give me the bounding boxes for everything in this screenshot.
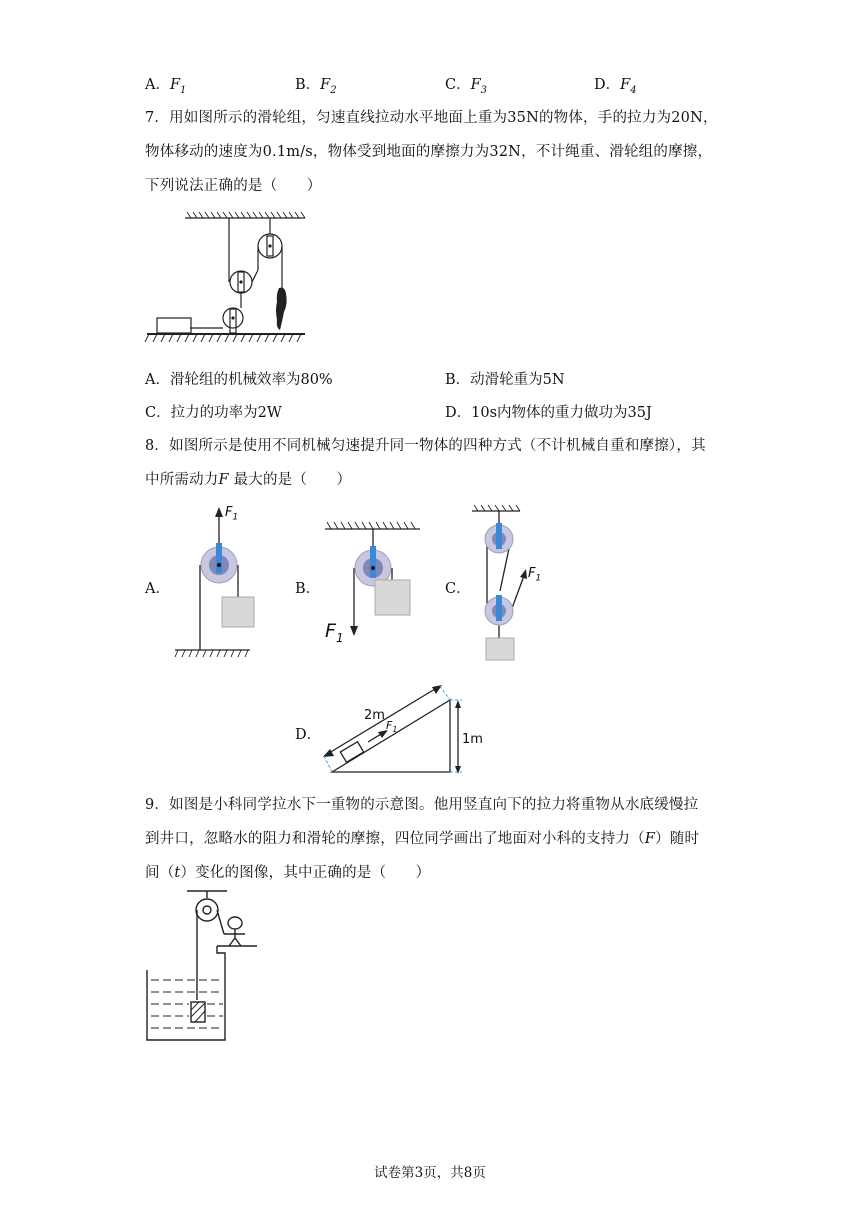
force-sub: 1	[335, 630, 344, 645]
option-sub: 2	[330, 84, 337, 96]
q6-option-c	[445, 73, 487, 96]
force-var: F	[225, 505, 233, 520]
page-footer: 试卷第3页，共8页	[374, 1165, 486, 1181]
q7-stem-line-1: 7．用如图所示的滑轮组，匀速直线拉动水平地面上重为35N的物体，手的拉力为20N，	[145, 110, 718, 126]
force-var: F	[325, 620, 336, 642]
force-var: F	[528, 566, 536, 581]
q7-option-b: B．动滑轮重为5N	[445, 372, 565, 388]
stem-text: 最大的是（ ）	[233, 472, 352, 488]
q9-well-figure	[145, 888, 260, 1043]
q6-option-a	[145, 73, 186, 96]
option-var: F	[320, 77, 331, 93]
force-sub: 1	[392, 725, 398, 735]
q7-option-c: C．拉力的功率为2W	[145, 405, 282, 421]
q8b-force-label	[325, 620, 344, 645]
q6-option-b	[295, 73, 337, 96]
q9-stem-line-2	[145, 827, 699, 848]
q7-option-a: A．滑轮组的机械效率为80%	[145, 372, 333, 388]
option-sub: 4	[630, 84, 637, 96]
q8-stem-line-1: 8．如图所示是使用不同机械匀速提升同一物体的四种方式（不计机械自重和摩擦），其	[145, 438, 706, 454]
option-sub: 3	[480, 84, 488, 96]
option-letter: C．	[445, 77, 471, 93]
option-var: F	[470, 77, 481, 93]
stem-var: t	[174, 865, 181, 881]
force-sub: 1	[232, 512, 239, 523]
stem-text: ）随时	[655, 831, 700, 847]
option-letter: B．	[295, 77, 321, 93]
stem-text: 到井口，忽略水的阻力和滑轮的摩擦，四位同学画出了地面对小科的支持力（	[145, 831, 645, 847]
q8-figure-a	[175, 505, 255, 665]
stem-text: 中所需动力	[145, 472, 219, 488]
stem-text: 间（	[145, 865, 175, 881]
option-letter: D．	[594, 77, 621, 93]
q7-option-d: D．10s内物体的重力做功为35J	[445, 405, 652, 421]
q8d-force-label	[386, 719, 397, 734]
q8-label-a: A．	[145, 581, 170, 597]
force-sub: 1	[535, 573, 542, 584]
option-var: F	[620, 77, 631, 93]
q8c-force-label	[528, 566, 541, 584]
q8d-length-label: 2m	[364, 708, 385, 723]
q9-stem-line-1: 9．如图是小科同学拉水下一重物的示意图。他用竖直向下的拉力将重物从水底缓慢拉	[145, 797, 699, 813]
q8-label-b: B．	[295, 581, 321, 597]
force-var: F	[386, 719, 393, 732]
stem-text: ）变化的图像，其中正确的是（ ）	[180, 865, 431, 881]
q8-label-d: D．	[295, 727, 322, 743]
q8d-height-label: 1m	[462, 732, 483, 747]
stem-var: F	[644, 831, 656, 847]
option-sub: 1	[180, 84, 187, 96]
q7-stem-line-3: 下列说法正确的是（ ）	[145, 178, 322, 194]
q9-stem-line-3	[145, 861, 430, 882]
option-letter: A．	[145, 77, 170, 93]
q6-option-d	[594, 73, 637, 96]
q7-stem-line-2: 物体移动的速度为0.1m/s，物体受到地面的摩擦力为32N，不计绳重、滑轮组的摩擦，	[145, 144, 713, 160]
q7-pulley-figure	[145, 210, 310, 350]
q8-label-c: C．	[445, 581, 471, 597]
q8a-force-label	[225, 505, 238, 523]
q8-stem-line-2	[145, 468, 351, 489]
option-var: F	[169, 77, 181, 93]
stem-var: F	[218, 472, 229, 488]
